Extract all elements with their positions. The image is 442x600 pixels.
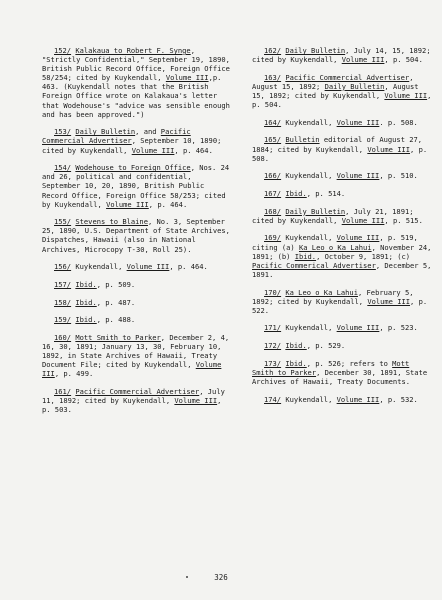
footnote-text: , p. 519, citing (a) bbox=[252, 233, 418, 252]
footnote-161 bbox=[42, 387, 230, 414]
footnote-172 bbox=[252, 341, 432, 350]
footnote-number: 161/ bbox=[54, 387, 72, 397]
footnote-number: 164/ bbox=[264, 117, 282, 127]
footnote-text: , p. 515. bbox=[384, 215, 423, 225]
footnote-text: Kuykendall, bbox=[281, 117, 337, 127]
footnote-text: , p. 514. bbox=[306, 189, 346, 198]
footnote-171 bbox=[252, 323, 432, 332]
footnote-number: 173/ bbox=[264, 358, 282, 368]
footnote-text: , December 30, 1891, State Archives of Hawaii, Treaty Documents. bbox=[252, 367, 428, 386]
footnote-text: Volume III bbox=[336, 233, 380, 243]
footnote-text: Ibid. bbox=[75, 279, 97, 289]
footnote-text: Wodehouse to Foreign Office bbox=[75, 163, 191, 173]
footnote-text: ,p. 463. (Kuykendall notes that the British Foreign Office wrote on Kalakaua's letter that Wodehouse's "advice was sensible enough and has been approved.") bbox=[42, 73, 230, 119]
footnote-number: 154/ bbox=[54, 163, 72, 173]
footnote-text: Ibid. bbox=[285, 341, 307, 351]
footnote-text: Volume III bbox=[126, 262, 170, 272]
footnote-number: 158/ bbox=[54, 297, 72, 307]
footnote-text: Volume III bbox=[367, 144, 411, 154]
footnote-text: , December 5, 1891. bbox=[252, 260, 432, 279]
footnote-number: 157/ bbox=[54, 279, 72, 289]
footnote-text: , p. 510. bbox=[379, 171, 418, 181]
footnote-text: Ka Leo o Ka Lahui bbox=[298, 242, 372, 252]
footnote-173 bbox=[252, 359, 432, 386]
footnote-number: 153/ bbox=[54, 127, 72, 137]
footnote-text: Ibid. bbox=[75, 315, 97, 325]
footnote-text: , and bbox=[135, 127, 161, 137]
footnote-165 bbox=[252, 135, 432, 162]
footnote-text: Volume III bbox=[341, 55, 385, 65]
footnote-text: Volume III bbox=[336, 394, 380, 404]
footnote-text: Ibid. bbox=[294, 251, 317, 261]
footnote-text: Ibid. bbox=[285, 358, 307, 368]
footnote-text: , p. 532. bbox=[379, 394, 418, 404]
footnote-text: , p. 522. bbox=[252, 296, 428, 315]
footnote-text: , November 24, 1891; (b) bbox=[252, 242, 432, 261]
footnote-168 bbox=[252, 207, 432, 225]
footnote-text: Kuykendall, bbox=[71, 262, 127, 272]
footnote-text: Volume III bbox=[367, 296, 411, 306]
footnote-163 bbox=[252, 73, 432, 109]
footnote-text: Mott Smith to Parker bbox=[75, 333, 161, 342]
footnote-text: Volume III bbox=[42, 360, 222, 379]
footnote-text: Mott Smith to Parker bbox=[252, 358, 410, 377]
footnote-153 bbox=[42, 127, 230, 154]
footnote-159 bbox=[42, 315, 230, 324]
footnote-text: , July 21, 1891; cited by Kuykendall, bbox=[252, 206, 414, 225]
footnote-text: , p. 526; refers to bbox=[306, 358, 393, 368]
footnote-number: 163/ bbox=[264, 72, 282, 82]
footnote-text: editorial of August 27, 1884; cited by Kuykendall, bbox=[252, 135, 423, 154]
footnote-text: , p. 464. bbox=[169, 262, 208, 272]
footnote-text: Bulletin bbox=[285, 135, 320, 145]
footnote-number: 160/ bbox=[54, 333, 72, 342]
footnote-text: Ibid. bbox=[75, 297, 97, 307]
footnote-169 bbox=[252, 233, 432, 278]
footnote-text: Stevens to Blaine bbox=[75, 217, 148, 227]
footnote-text: Volume III bbox=[336, 323, 380, 333]
footnote-text: Volume III bbox=[384, 90, 428, 100]
footnote-text: , p. 503. bbox=[42, 396, 222, 415]
footnote-154 bbox=[42, 163, 230, 208]
footnote-155 bbox=[42, 217, 230, 253]
footnote-text: , p. 509. bbox=[96, 279, 136, 289]
footnote-text: Pacific Commercial Advertiser bbox=[285, 72, 410, 82]
footnote-number: 172/ bbox=[264, 341, 282, 351]
footnote-152 bbox=[42, 46, 230, 119]
footnote-text: , p. 504. bbox=[252, 90, 432, 110]
footnote-text: Volume III bbox=[165, 73, 209, 83]
footnote-text: , July 11, 1892; cited by Kuykendall, bbox=[42, 387, 225, 406]
footnote-text: , p. 464. bbox=[148, 199, 188, 209]
footnote-number: 166/ bbox=[264, 171, 282, 181]
footnote-text: , No. 3, September 25, 1890, U.S. Department of State Archives, Dispatches, Hawaii (also in National Archives, Microcopy T-30, Roll 25). bbox=[42, 217, 230, 254]
footnotes-left-column bbox=[42, 46, 230, 423]
footnote-text: Kuykendall, bbox=[281, 323, 337, 333]
footnote-text: Daily Bulletin bbox=[285, 206, 346, 216]
footnote-text: , September 10, 1890; cited by Kuykendall, bbox=[42, 136, 222, 155]
footnote-text: Kuykendall, bbox=[281, 394, 337, 404]
footnote-text: , August 15, 1892; cited by Kuykendall, bbox=[252, 81, 419, 100]
footnote-text: Volume III bbox=[174, 396, 218, 406]
footnote-text: , p. 464. bbox=[174, 145, 213, 155]
footnote-text: Ka Leo o Ka Lahui bbox=[285, 287, 358, 297]
footnote-number: 168/ bbox=[264, 206, 282, 216]
footnote-text: , p. 487. bbox=[96, 297, 136, 307]
footnote-number: 162/ bbox=[264, 46, 282, 55]
footnote-162 bbox=[252, 46, 432, 64]
footnote-text: Pacific Commercial Advertiser bbox=[75, 387, 200, 397]
footnote-text: , "Strictly Confidential," September 19, 1890, British Public Record Office, Foreign Office 58/254; cited by Kuykendall, bbox=[42, 46, 230, 83]
footnote-number: 156/ bbox=[54, 262, 72, 272]
footnote-number: 152/ bbox=[54, 46, 72, 55]
footnote-text: Daily Bulletin bbox=[75, 127, 136, 137]
footnote-160 bbox=[42, 333, 230, 378]
footnote-164 bbox=[252, 118, 432, 127]
footnote-text: . p. 508. bbox=[379, 117, 418, 127]
footnote-text: , Nos. 24 and 26, political and confidential, September 10, 20, 1890, British Public Record Office, Foreign Office 58/253; cited by Kuykendall, bbox=[42, 163, 230, 209]
footnote-text: Kalakaua to Robert F. Synge bbox=[75, 46, 191, 55]
footnote-text: Daily Bulletin bbox=[285, 46, 346, 55]
footnote-text: Volume III bbox=[336, 117, 380, 127]
footnote-text: Kuykendall, bbox=[281, 171, 337, 181]
footnote-number: 167/ bbox=[264, 189, 282, 198]
footnote-number: 155/ bbox=[54, 217, 72, 227]
footnote-157 bbox=[42, 280, 230, 289]
footnote-text: , p. 504. bbox=[384, 55, 423, 65]
footnote-number: 174/ bbox=[264, 394, 282, 404]
footnote-156 bbox=[42, 262, 230, 271]
footnote-166 bbox=[252, 171, 432, 180]
footnote-text: , p. 508. bbox=[252, 144, 428, 163]
footnote-text: Ibid. bbox=[285, 189, 307, 198]
footnote-text: , p. 523. bbox=[379, 323, 418, 333]
footnote-158 bbox=[42, 298, 230, 307]
footnote-text: Daily Bulletin bbox=[324, 81, 385, 91]
footnote-text: , December 2, 4, 16, 30, 1891; January 13, 30, February 10, 1892, in State Archives of Hawaii, Treaty Document File; cited by Kuykendall, bbox=[42, 333, 230, 370]
footnote-text: Kuykendall, bbox=[281, 233, 337, 243]
footnote-text: Pacific Commerical Advertiser bbox=[252, 260, 376, 270]
footnote-167 bbox=[252, 189, 432, 198]
footnote-number: 169/ bbox=[264, 233, 282, 243]
footnote-text: Volume III bbox=[336, 171, 380, 181]
footnote-text: , October 9, 1891; (c) bbox=[316, 251, 411, 261]
footnote-text: Pacific Commercial Advertiser bbox=[42, 127, 191, 146]
footnote-174 bbox=[252, 395, 432, 404]
footnote-text: , August 15, 1892; bbox=[252, 72, 414, 91]
footnote-number: 159/ bbox=[54, 315, 72, 325]
footnote-number: 165/ bbox=[264, 135, 282, 145]
footnote-text: , p. 529. bbox=[306, 341, 346, 351]
footnote-text: Volume III bbox=[131, 145, 175, 155]
footnote-text: Volume III bbox=[106, 199, 149, 209]
footnote-text: , p. 488. bbox=[96, 315, 136, 325]
footnote-number: 170/ bbox=[264, 287, 282, 297]
footnote-number: 171/ bbox=[264, 323, 282, 333]
footnote-text: Volume III bbox=[341, 215, 385, 225]
footnote-text: , July 14, 15, 1892; cited by Kuykendall, bbox=[252, 46, 431, 65]
page-number: 326 bbox=[214, 573, 228, 582]
footnotes-right-column bbox=[252, 46, 432, 412]
footnote-170 bbox=[252, 288, 432, 315]
footnote-text: , February 5, 1892; cited by Kuykendall, bbox=[252, 287, 414, 306]
footnote-text: , p. 499. bbox=[54, 369, 94, 379]
